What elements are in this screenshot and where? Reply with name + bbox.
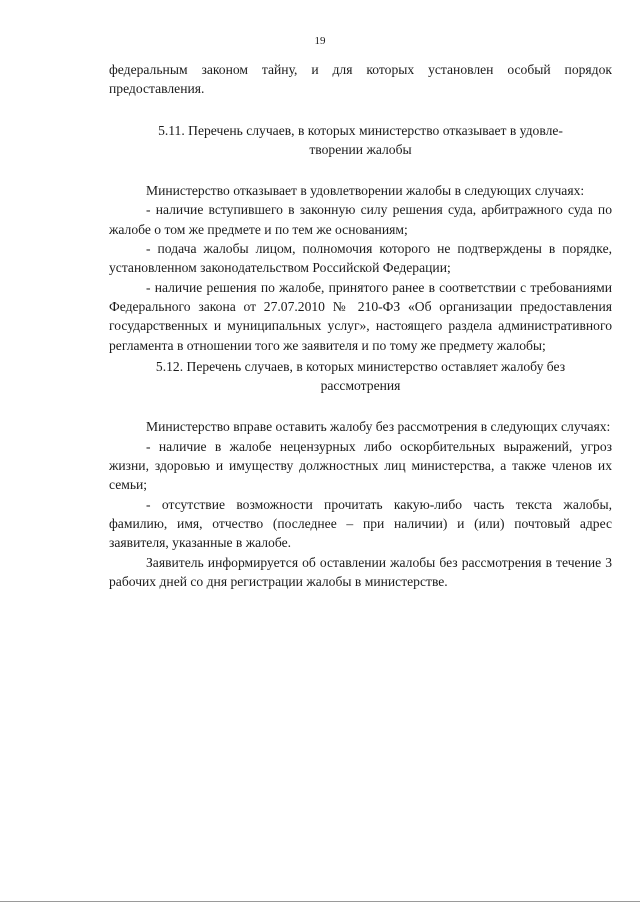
section-5-12-item-2: - отсутствие возможности прочитать какую-либо часть текста жалобы, фамилию, имя, отчество (последнее – при наличии) и (или) почтовый адрес заявителя, указанные в жалобе. bbox=[109, 496, 612, 551]
section-5-11-item-2: - подача жалобы лицом, полномочия которого не подтверждены в порядке, установленном законодательством Российской Федерации; bbox=[109, 241, 612, 276]
section-5-12-heading-line1: 5.12. Перечень случаев, в которых министерство оставляет жалобу без bbox=[155, 358, 566, 374]
continuation-paragraph: федеральным законом тайну, и для которых установлен особый порядок предоставления. bbox=[109, 62, 612, 97]
section-5-11-item-3: - наличие решения по жалобе, принятого ранее в соответствии с требованиями Федерального закона от 27.07.2010 № 210-ФЗ «Об организации предоставления государственных и муниципальных услуг», настоящего раздела административного регламента в отношении того же заявителя и по тому же предмету жалобы; bbox=[109, 279, 612, 353]
section-5-12-heading-line2: рассмотрения bbox=[320, 378, 401, 394]
spacer bbox=[109, 99, 612, 121]
page-number: 19 bbox=[314, 35, 326, 47]
section-5-11-intro: Министерство отказывает в удовлетворении жалобы в следующих случаях: bbox=[146, 183, 585, 199]
section-5-11-item-1: - наличие вступившего в законную силу решения суда, арбитражного суда по жалобе о том же предмете и по тем же основаниям; bbox=[109, 202, 612, 237]
page-bottom-edge bbox=[0, 901, 640, 902]
document-body bbox=[109, 60, 612, 591]
section-5-12-heading bbox=[109, 357, 612, 396]
section-5-11-heading-line2: творении жалобы bbox=[309, 141, 412, 157]
section-5-12-intro: Министерство вправе оставить жалобу без рассмотрения в следующих случаях: bbox=[146, 419, 611, 435]
spacer bbox=[109, 159, 612, 181]
section-5-11-heading bbox=[109, 121, 612, 160]
spacer bbox=[109, 395, 612, 417]
section-5-12-item-1: - наличие в жалобе нецензурных либо оскорбительных выражений, угроз жизни, здоровью и имуществу должностных лиц министерства, а также членов их семьи; bbox=[109, 438, 612, 493]
section-5-12-closing: Заявитель информируется об оставлении жалобы без рассмотрения в течение 3 рабочих дней со дня регистрации жалобы в министерстве. bbox=[109, 554, 612, 589]
section-5-11-heading-line1: 5.11. Перечень случаев, в которых министерство отказывает в удовле- bbox=[158, 122, 563, 138]
